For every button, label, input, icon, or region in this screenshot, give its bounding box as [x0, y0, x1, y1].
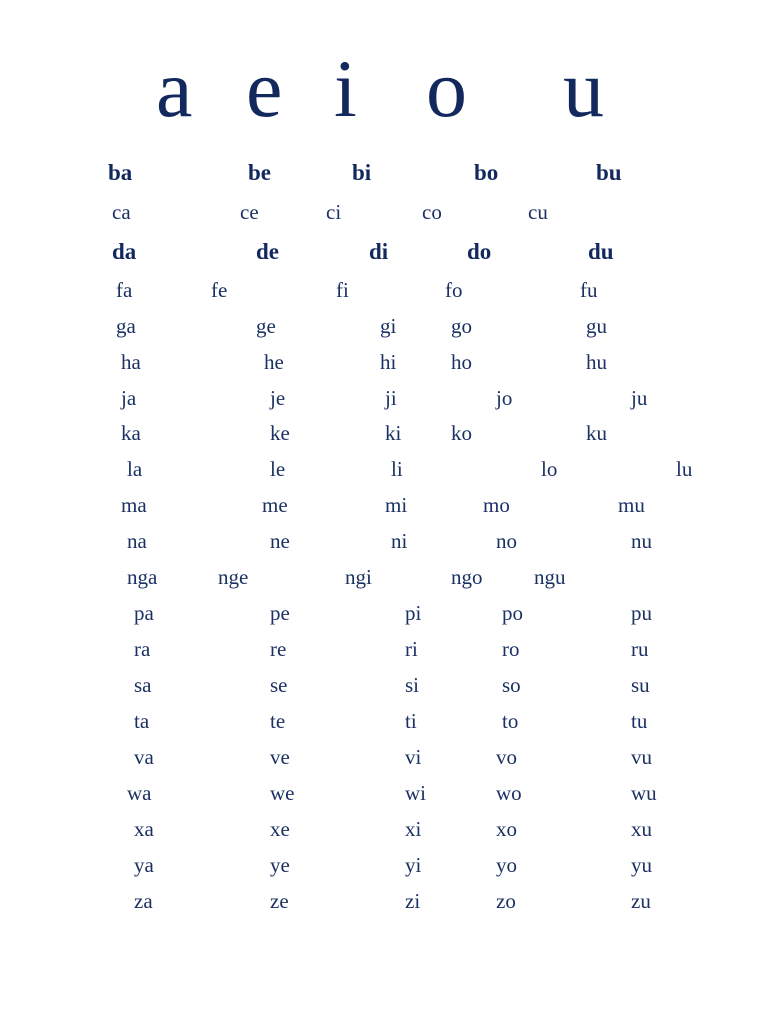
syllable-ya: ya: [134, 853, 154, 877]
syllable-to: to: [502, 709, 519, 733]
syllable-nge: nge: [218, 565, 249, 589]
syllable-go: go: [451, 314, 472, 338]
syllable-fe: fe: [211, 278, 228, 302]
syllable-ye: ye: [270, 853, 290, 877]
syllable-ke: ke: [270, 421, 290, 445]
syllable-si: si: [405, 673, 420, 697]
syllable-lu: lu: [676, 457, 693, 481]
syllable-ka: ka: [121, 421, 141, 445]
syllable-va: va: [134, 745, 154, 769]
syllable-fi: fi: [336, 278, 349, 302]
syllable-bu: bu: [596, 160, 622, 185]
syllable-li: li: [391, 457, 403, 481]
syllable-tu: tu: [631, 709, 648, 733]
vowel-a: a: [156, 43, 193, 134]
syllable-ne: ne: [270, 529, 290, 553]
syllable-nga: nga: [127, 565, 158, 589]
syllable-ri: ri: [405, 637, 418, 661]
syllable-ta: ta: [134, 709, 150, 733]
syllable-ngo: ngo: [451, 565, 483, 589]
syllable-ngi: ngi: [345, 565, 372, 589]
syllable-do: do: [467, 239, 492, 264]
syllable-ju: ju: [631, 386, 648, 410]
syllable-co: co: [422, 200, 442, 224]
syllable-wu: wu: [631, 781, 657, 805]
syllable-ga: ga: [116, 314, 136, 338]
syllable-fo: fo: [445, 278, 463, 302]
syllable-pi: pi: [405, 601, 422, 625]
syllable-yu: yu: [631, 853, 652, 877]
syllable-ve: ve: [270, 745, 290, 769]
syllable-hi: hi: [380, 350, 397, 374]
syllable-cu: cu: [528, 200, 548, 224]
syllable-me: me: [262, 493, 288, 517]
syllable-da: da: [112, 239, 137, 264]
vowel-i: i: [334, 43, 357, 134]
syllable-wi: wi: [405, 781, 426, 805]
syllable-ni: ni: [391, 529, 408, 553]
syllable-mo: mo: [483, 493, 510, 517]
syllable-su: su: [631, 673, 650, 697]
syllable-ho: ho: [451, 350, 472, 374]
syllable-mi: mi: [385, 493, 408, 517]
syllable-le: le: [270, 457, 286, 481]
syllable-xe: xe: [270, 817, 290, 841]
syllable-je: je: [270, 386, 286, 410]
syllable-ngu: ngu: [534, 565, 566, 589]
vowel-e: e: [246, 43, 283, 134]
syllable-fu: fu: [580, 278, 598, 302]
syllable-sa: sa: [134, 673, 152, 697]
syllable-nu: nu: [631, 529, 652, 553]
syllable-we: we: [270, 781, 295, 805]
syllable-za: za: [134, 889, 153, 913]
syllable-ge: ge: [256, 314, 276, 338]
syllable-la: la: [127, 457, 143, 481]
syllable-fa: fa: [116, 278, 133, 302]
syllable-zu: zu: [631, 889, 651, 913]
syllable-lo: lo: [541, 457, 558, 481]
syllable-ma: ma: [121, 493, 147, 517]
syllable-ze: ze: [270, 889, 289, 913]
syllable-yi: yi: [405, 853, 422, 877]
syllable-po: po: [502, 601, 523, 625]
syllable-wo: wo: [496, 781, 522, 805]
syllable-ko: ko: [451, 421, 472, 445]
syllable-ci: ci: [326, 200, 342, 224]
syllable-gu: gu: [586, 314, 607, 338]
syllable-xi: xi: [405, 817, 422, 841]
vowel-u: u: [563, 43, 604, 134]
vowel-o: o: [426, 43, 467, 134]
syllable-gi: gi: [380, 314, 397, 338]
syllable-no: no: [496, 529, 517, 553]
syllable-ja: ja: [121, 386, 137, 410]
syllable-hu: hu: [586, 350, 607, 374]
syllable-de: de: [256, 239, 279, 264]
syllable-wa: wa: [127, 781, 152, 805]
syllable-pu: pu: [631, 601, 652, 625]
syllable-xu: xu: [631, 817, 652, 841]
syllable-he: he: [264, 350, 284, 374]
syllable-jo: jo: [496, 386, 513, 410]
syllable-xo: xo: [496, 817, 517, 841]
syllable-be: be: [248, 160, 271, 185]
syllable-yo: yo: [496, 853, 517, 877]
syllable-re: re: [270, 637, 287, 661]
syllable-ti: ti: [405, 709, 417, 733]
syllable-zo: zo: [496, 889, 516, 913]
syllable-ce: ce: [240, 200, 259, 224]
syllable-ba: ba: [108, 160, 133, 185]
syllable-ru: ru: [631, 637, 649, 661]
syllable-ha: ha: [121, 350, 141, 374]
syllable-ra: ra: [134, 637, 151, 661]
syllable-pa: pa: [134, 601, 154, 625]
syllable-pe: pe: [270, 601, 290, 625]
syllable-ro: ro: [502, 637, 520, 661]
syllable-vi: vi: [405, 745, 422, 769]
syllable-mu: mu: [618, 493, 645, 517]
syllable-bi: bi: [352, 160, 372, 185]
syllable-bo: bo: [474, 160, 499, 185]
syllable-ji: ji: [385, 386, 397, 410]
syllable-xa: xa: [134, 817, 154, 841]
syllable-so: so: [502, 673, 521, 697]
syllable-na: na: [127, 529, 147, 553]
syllable-ku: ku: [586, 421, 607, 445]
syllable-du: du: [588, 239, 614, 264]
syllable-vo: vo: [496, 745, 517, 769]
syllable-zi: zi: [405, 889, 421, 913]
syllable-ca: ca: [112, 200, 131, 224]
syllable-te: te: [270, 709, 286, 733]
syllable-ki: ki: [385, 421, 402, 445]
syllable-vu: vu: [631, 745, 652, 769]
syllable-di: di: [369, 239, 389, 264]
syllable-se: se: [270, 673, 288, 697]
